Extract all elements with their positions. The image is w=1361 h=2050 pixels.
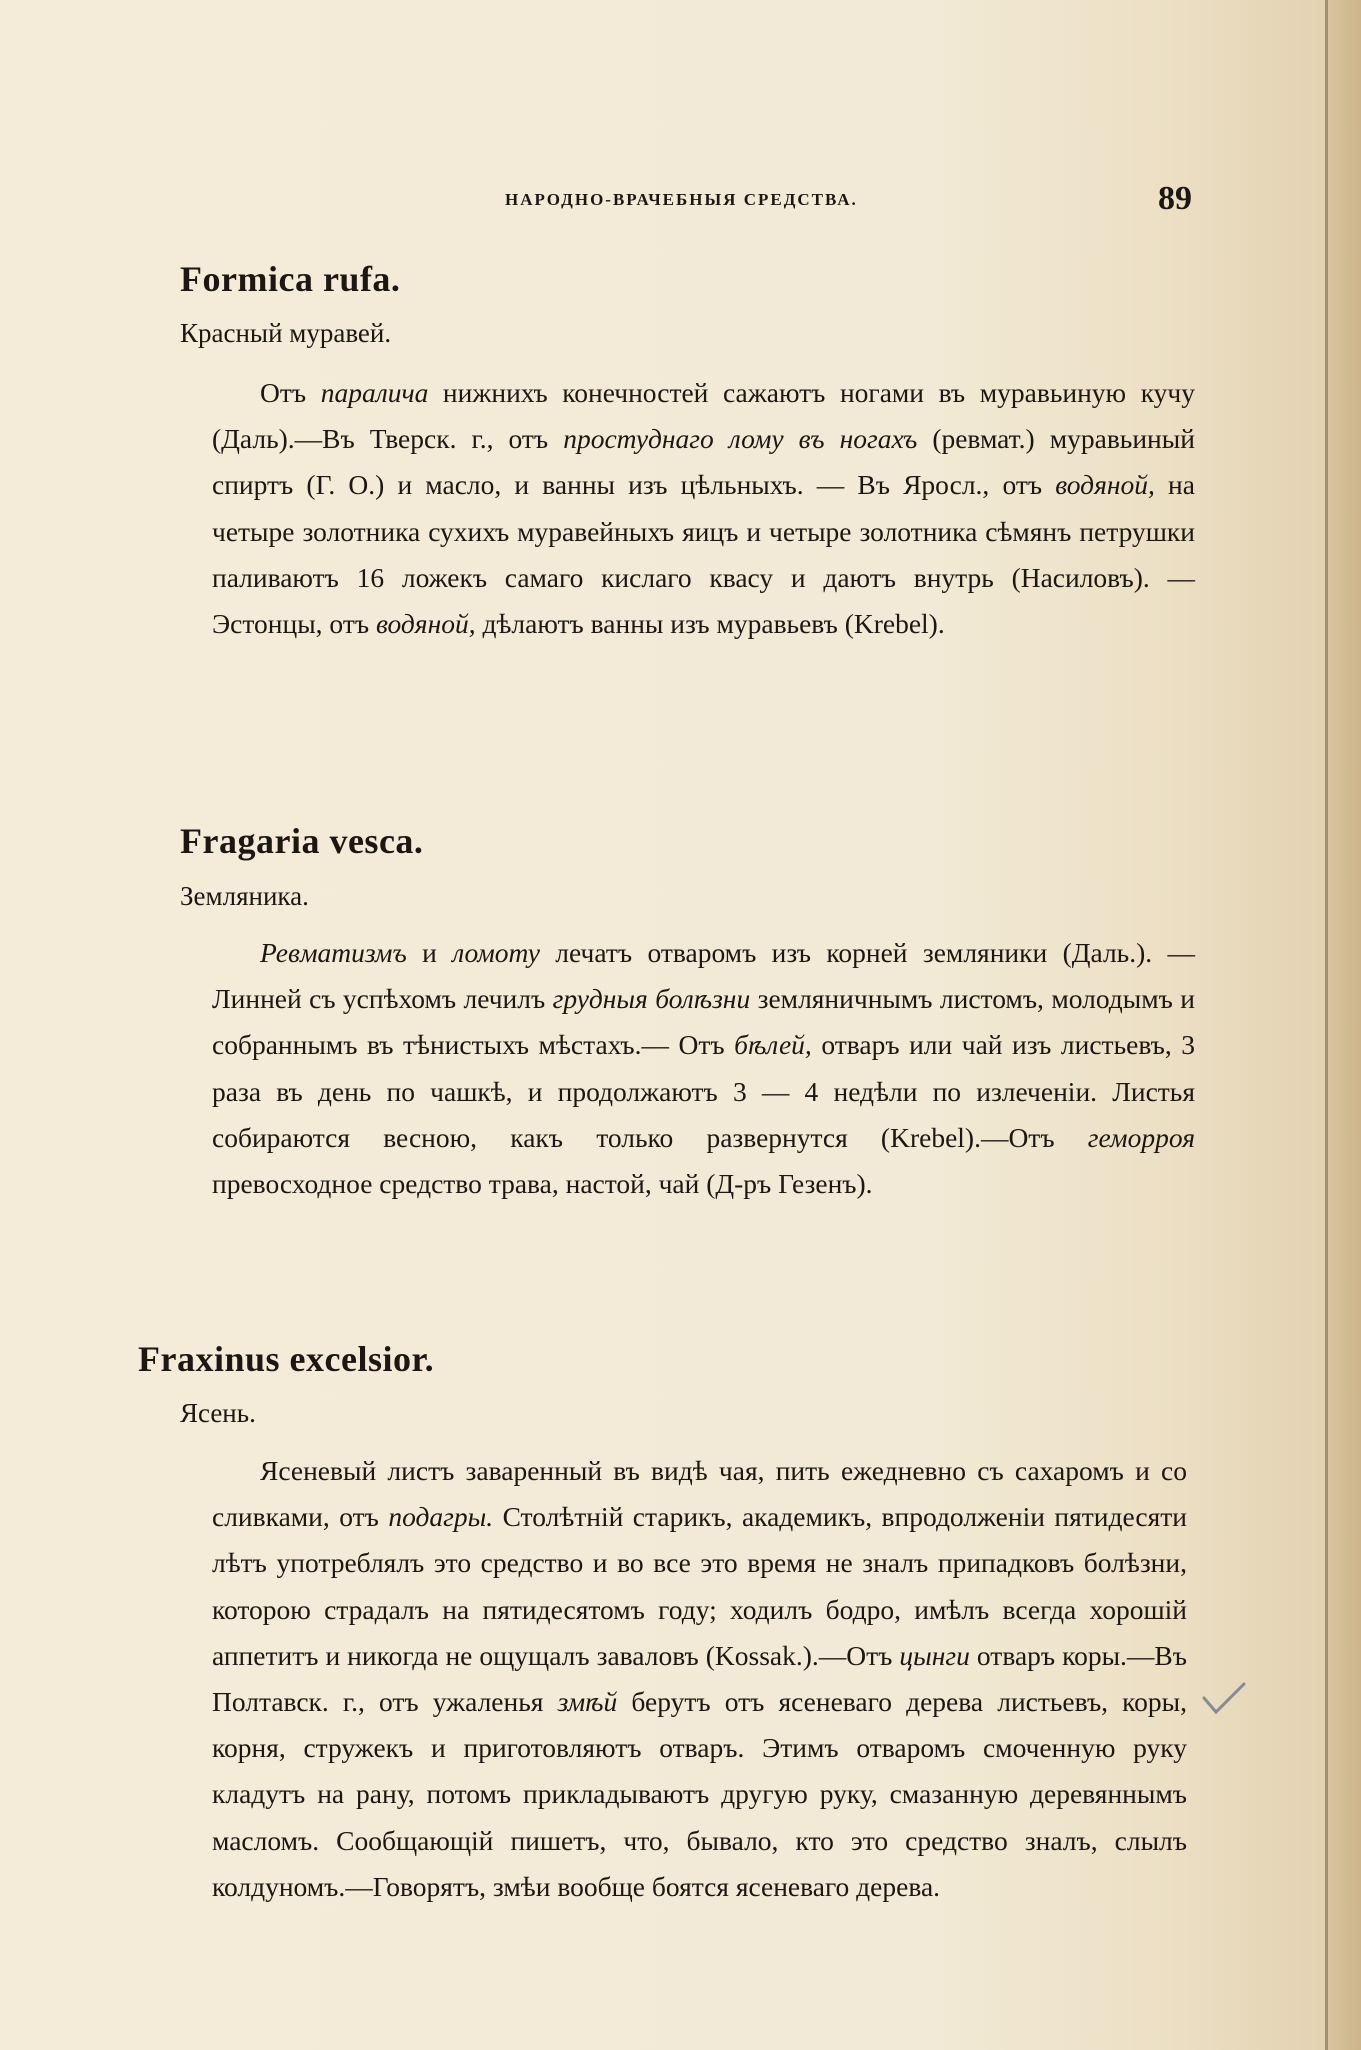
text-run: на четыре золотника сухихъ муравейныхъ яицъ и четыре золотника сѣмянъ петрушки паливаютъ 16 ложекъ самаго кислаго квасу и даютъ внутрь (Насиловъ). — Эстонцы, отъ	[212, 469, 1195, 640]
emphasis-term: паралича	[320, 377, 429, 408]
entry-common-name-fraxinus: Ясень.	[180, 1398, 256, 1428]
emphasis-term: водяной,	[375, 608, 476, 640]
text-run: лечатъ отваромъ изъ корней земляники (Даль.). — Линней съ успѣхомъ лечилъ	[212, 937, 1195, 1015]
entry-text-fragaria	[212, 930, 1195, 1207]
text-run: дѣлаютъ ванны изъ муравьевъ (Krebel).	[475, 608, 945, 640]
entry-heading-fraxinus: Fraxinus excelsior.	[138, 1339, 435, 1379]
text-run: Отъ	[260, 377, 321, 408]
emphasis-term: простуднаго лому въ ногахъ	[563, 423, 918, 455]
page-number: 89	[1158, 180, 1192, 217]
text-run: Столѣтній старикъ, академикъ, впродолженіи пятидесяти лѣтъ употреблялъ это средство и во все это время не зналъ припадковъ болѣзни, которою страдалъ на пятидесятомъ году; ходилъ бодро, имѣлъ всегда хорошій аппетитъ и никогда не ощущалъ заваловъ (Kossak.).—Отъ	[212, 1501, 1187, 1671]
running-head: НАРОДНО-ВРАЧЕБНЫЯ СРЕДСТВА.	[505, 190, 858, 209]
entry-text-formica	[212, 370, 1195, 647]
emphasis-term: Ревматизмъ	[260, 937, 407, 968]
entry-text-fraxinus	[212, 1448, 1187, 1910]
emphasis-term: бѣлей,	[734, 1029, 812, 1061]
page-fold	[1325, 0, 1328, 2050]
emphasis-term: грудныя болѣзни	[552, 983, 751, 1015]
text-run: (ревмат.) муравьиный спиртъ (Г. О.) и масло, и ванны изъ цѣльныхъ. — Въ Яросл., отъ	[212, 423, 1195, 501]
text-run: Ясеневый листъ заваренный въ видѣ чая, пить ежедневно съ сахаромъ и со сливками, отъ	[212, 1455, 1187, 1533]
emphasis-term: водяной,	[1055, 469, 1155, 501]
text-run: и	[406, 937, 453, 968]
text-run: отваръ коры.—Въ Полтавск. г., отъ ужаленья	[212, 1639, 1187, 1718]
text-run: берутъ отъ ясеневаго дерева листьевъ, коры, корня, стружекъ и приготовляютъ отваръ. Этимъ отваромъ смоченную руку кладутъ на рану, потомъ прикладываютъ другую руку, смазанную деревяннымъ масломъ. Сообщающій пишетъ, что, бывало, кто это средство зналъ, слылъ колдуномъ.—Говорятъ, змѣи вообще боятся ясеневаго дерева.	[212, 1686, 1187, 1902]
entry-heading-formica: Formica rufa.	[180, 259, 401, 299]
text-run: нижнихъ конечностей сажаютъ ногами въ муравьиную кучу (Даль).—Въ Тверск. г., отъ	[212, 377, 1195, 455]
facing-page-edge	[1328, 0, 1361, 2050]
emphasis-term: ломоту	[452, 937, 540, 968]
emphasis-term: цынги	[899, 1639, 970, 1671]
text-run: отваръ или чай изъ листьевъ, 3 раза въ день по чашкѣ, и продолжаютъ 3 — 4 недѣли по излеченіи. Листья собираются весною, какъ только развернутся (Krebel).—Отъ	[212, 1029, 1195, 1153]
emphasis-term: подагры.	[388, 1501, 494, 1533]
entry-heading-fragaria: Fragaria vesca.	[180, 821, 424, 861]
text-run: превосходное средство трава, настой, чай (Д-ръ Гезенъ).	[212, 1168, 873, 1200]
emphasis-term: геморроя	[1087, 1121, 1195, 1153]
pencil-checkmark-icon	[1200, 1680, 1248, 1720]
text-run: земляничнымъ листомъ, молодымъ и собраннымъ въ тѣнистыхъ мѣстахъ.— Отъ	[212, 983, 1195, 1061]
emphasis-term: змѣй	[557, 1686, 618, 1718]
entry-common-name-formica: Красный муравей.	[180, 318, 392, 348]
entry-common-name-fragaria: Земляника.	[180, 881, 309, 911]
